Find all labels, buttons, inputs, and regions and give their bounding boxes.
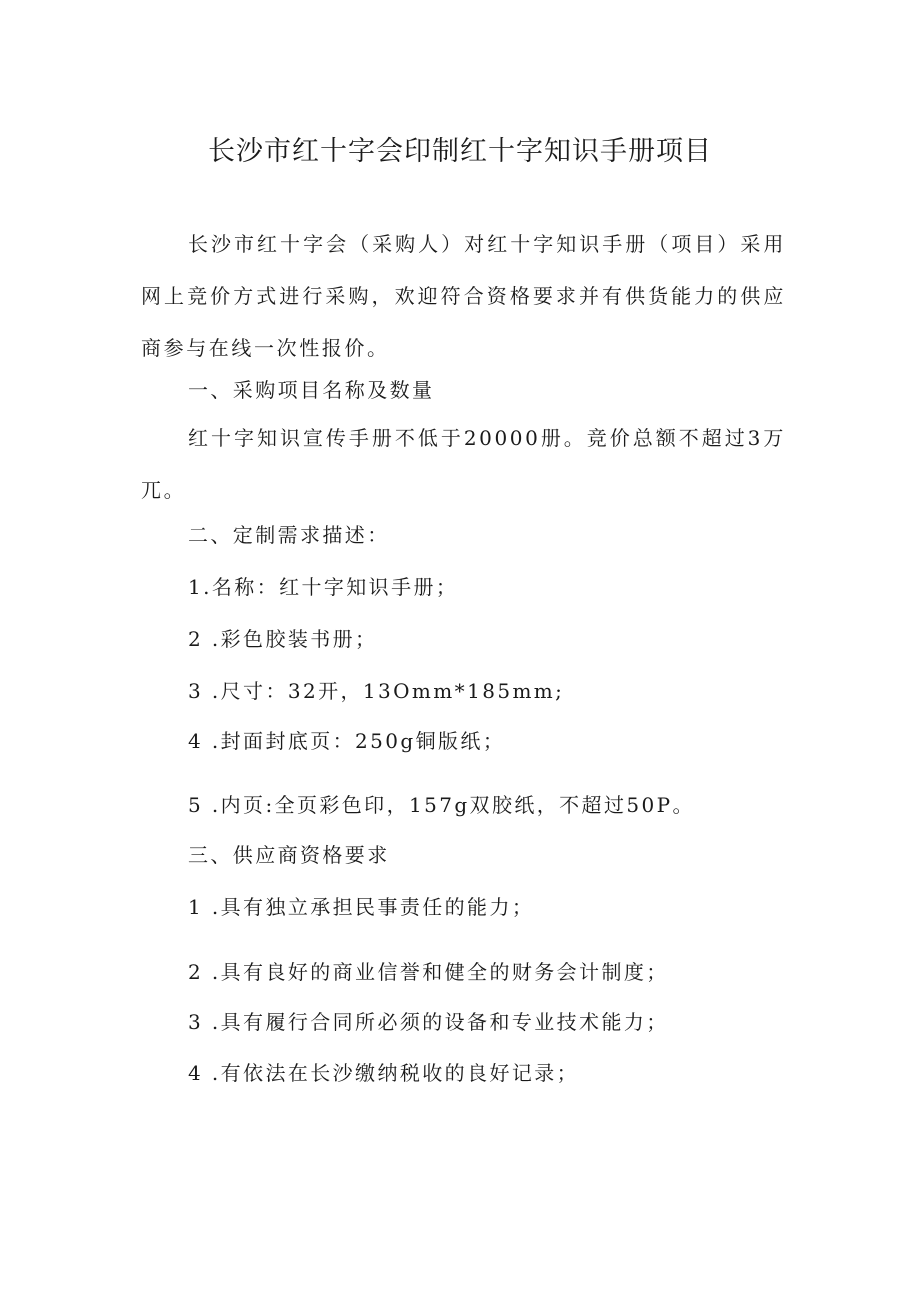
requirement-item-1: 1.名称：红十字知识手册； xyxy=(188,575,459,599)
section3-heading: 三、供应商资格要求 xyxy=(188,843,390,867)
document-title: 长沙市红十字会印制红十字知识手册项目 xyxy=(208,136,712,167)
requirement-item-3: 3 .尺寸：32开，13Omm*185mm; xyxy=(188,679,565,703)
section1-heading: 一、采购项目名称及数量 xyxy=(188,378,435,402)
section2-heading: 二、定制需求描述： xyxy=(188,523,390,547)
requirement-item-5: 5 .内页:全页彩色印，157g双胶纸，不超过50P。 xyxy=(188,793,695,817)
section1-body: 红十字知识宣传手册不低于20000册。竞价总额不超过3万兀。 xyxy=(141,426,786,502)
qualification-item-1: 1 .具有独立承担民事责任的能力； xyxy=(188,895,535,919)
qualification-item-2: 2 .具有良好的商业信誉和健全的财务会计制度； xyxy=(188,960,669,984)
requirement-item-4: 4 .封面封底页：250g铜版纸； xyxy=(188,729,506,753)
requirement-item-2: 2 .彩色胶装书册； xyxy=(188,627,378,651)
intro-paragraph: 长沙市红十字会（采购人）对红十字知识手册（项目）采用网上竞价方式进行采购，欢迎符合资格要求并有供货能力的供应商参与在线一次性报价。 xyxy=(141,232,786,360)
qualification-item-3: 3 .具有履行合同所必须的设备和专业技术能力； xyxy=(188,1010,669,1034)
qualification-item-4: 4 .有依法在长沙缴纳税收的良好记录； xyxy=(188,1061,580,1085)
